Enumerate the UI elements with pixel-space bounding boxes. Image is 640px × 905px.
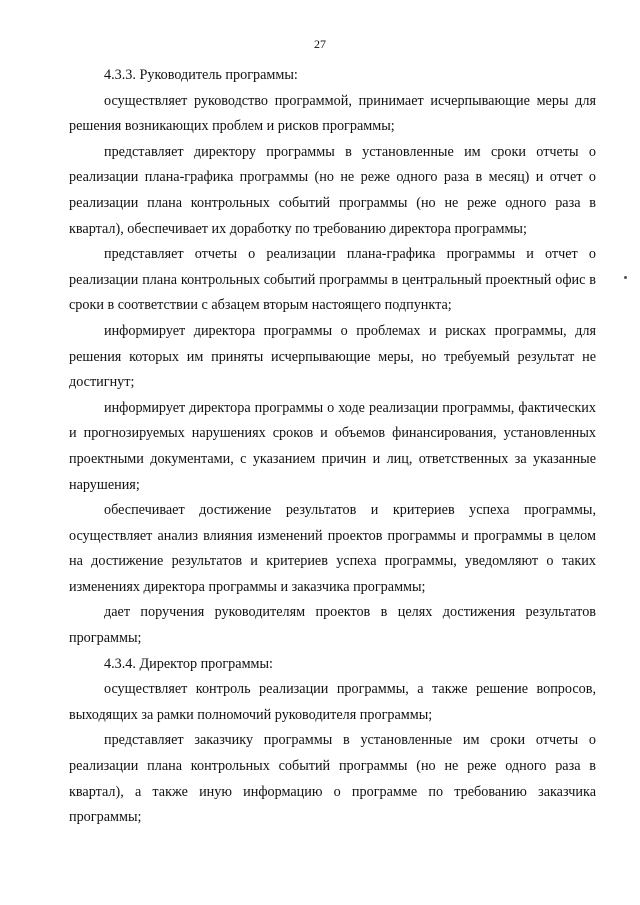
paragraph: представляет заказчику программы в установленные им сроки отчеты о реализации плана контрольных событий программы (но не реже одного раза в квартал), а также иную информацию о программе по требованию заказчика программы; (69, 732, 596, 826)
page-body (69, 63, 596, 831)
section-heading-4-3-4: 4.3.4. Директор программы: (104, 655, 274, 672)
paragraph: информирует директора программы о проблемах и рисках программы, для решения которых им приняты исчерпывающие меры, но требуемый результат не достигнут; (69, 322, 596, 391)
paragraph: обеспечивает достижение результатов и критериев успеха программы, осуществляет анализ влияния изменений проектов программы и программы в целом на достижение результатов и критериев успеха программы, уведомляют о таких изменениях директора программы и заказчика программы; (69, 502, 596, 595)
section-heading-4-3-3: 4.3.3. Руководитель программы: (104, 67, 298, 83)
page-number: 27 (314, 37, 326, 51)
paragraph: осуществляет контроль реализации программы, а также решение вопросов, выходящих за рамки полномочий руководителя программы; (69, 681, 596, 723)
scan-margin-mark (624, 276, 627, 279)
paragraph: представляет отчеты о реализации плана-графика программы и отчет о реализации плана контрольных событий программы в центральный проектный офис в сроки в соответствии с абзацем вторым настоящего подпункта; (69, 246, 596, 314)
paragraph: осуществляет руководство программой, принимает исчерпывающие меры для решения возникающих проблем и рисков программы; (69, 92, 596, 135)
paragraph: представляет директору программы в установленные им сроки отчеты о реализации плана-графика программы (но не реже одного раза в месяц) и отчет о реализации плана контрольных событий программы (но не реже одного раза в квартал), обеспечивает их доработку по требованию директора программы; (69, 143, 596, 237)
paragraph: дает поручения руководителям проектов в целях достижения результатов программы; (69, 604, 596, 647)
paragraph: информирует директора программы о ходе реализации программы, фактических и прогнозируемых нарушениях сроков и объемов финансирования, установленных проектными документами, с указанием причин и лиц, ответственных за указанные нарушения; (69, 399, 596, 493)
